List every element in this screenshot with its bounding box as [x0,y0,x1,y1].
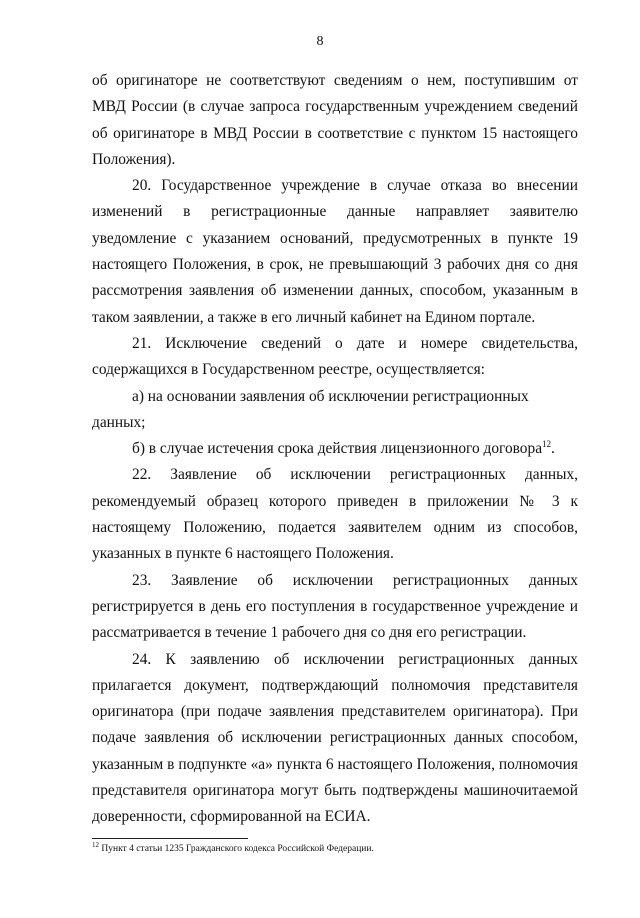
paragraph-23: 23. Заявление об исключении регистрационных данных регистрируется в день его поступления в государственное учреждение и рассматривается в течение 1 рабочего дня со дня его регистрации. [92,571,578,642]
item-b-end-punct: . [551,440,555,458]
paragraph-21-item-a: а) на основании заявления об исключении регистрационных данных; [92,387,529,431]
paragraph-21: 21. Исключение сведений о дате и номере свидетельства, содержащихся в Государственном реестре, осуществляется: [92,334,578,379]
page-body [92,68,578,831]
paragraph-24: 24. К заявлению об исключении регистрационных данных прилагается документ, подтверждающий полномочия представителя оригинатора (при подаче заявления представителем оригинатора). При подаче заявления об исключении регистрационных данных способом, указанным в подпункте «а» пункта 6 настоящего Положения, полномочия представителя оригинатора могут быть подтверждены машиночитаемой доверенности, сформированной на ЕСИА. [92,650,578,826]
paragraph-20: 20. Государственное учреждение в случае отказа во внесении изменений в регистрационные данные направляет заявителю уведомление с указанием оснований, предусмотренных в пункте 19 настоящего Положения, в срок, не превышающий 3 рабочих дня со дня рассмотрения заявления об изменении данных, способом, указанным в таком заявлении, а также в его личный кабинет на Едином портале. [92,177,578,326]
footnote-marker: 12 [92,840,99,849]
footnote-text: Пункт 4 статьи 1235 Гражданского кодекса Российской Федерации. [99,844,374,854]
footnote-reference: 12 [542,439,552,450]
footnote-divider [92,838,248,839]
paragraph-continuation: об оригинаторе не соответствуют сведениям о нем, поступившим от МВД России (в случае запроса государственным учреждением сведений об оригинаторе в МВД России в соответствие с пунктом 15 настоящего Положения). [92,72,578,168]
paragraph-21-item-b [92,436,578,462]
paragraph-22: 22. Заявление об исключении регистрационных данных, рекомендуемый образец которого приведен в приложении № 3 к настоящему Положению, подается заявителем одним из способов, указанных в пункте 6 настоящего Положения. [92,466,578,563]
page-number: 8 [316,34,324,49]
item-b-text: б) в случае истечения срока действия лицензионного договора [132,440,543,458]
footnote [92,840,578,856]
